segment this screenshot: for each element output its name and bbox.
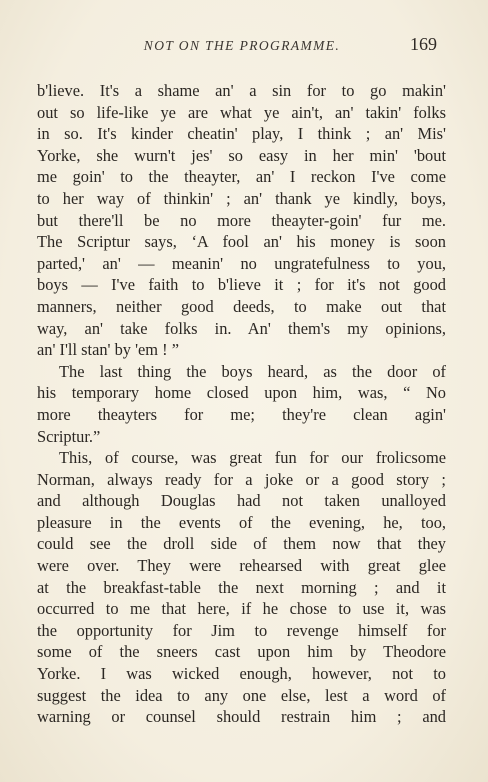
text-line: but there'll be no more theayter-goin' fur me. [37,210,446,230]
page-number: 169 [410,34,437,54]
text-line: out so life-like ye are what ye ain't, an' takin' folks [37,102,446,122]
text-line: were over. They were rehearsed with great glee [37,556,446,576]
text-line: and although Douglas had not taken unalloyed [37,491,446,511]
text-line: Norman, always ready for a joke or a good story ; [37,469,446,489]
page-header [37,34,437,60]
text-line: more theayters for me; they're clean agin' [37,404,446,424]
text-line: This, of course, was great fun for our frolicsome [59,448,446,468]
text-line: Scriptur.” [37,426,101,446]
text-line: at the breakfast-table the next morning ; and it [37,577,446,597]
text-line: warning or counsel should restrain him ; and [37,707,446,727]
text-line: in so. It's kinder cheatin' play, I think ; an' Mis' [37,124,446,144]
text-line: Yorke, she wurn't jes' so easy in her min' 'bout [37,145,446,165]
text-line: to her way of thinkin' ; an' thank ye kindly, boys, [37,188,446,208]
text-line: Yorke. I was wicked enough, however, not to [37,664,446,684]
text-line: an' I'll stan' by 'em ! ” [37,340,179,360]
running-head: NOT ON THE PROGRAMME. [143,38,341,53]
text-line: b'lieve. It's a shame an' a sin for to go makin' [37,81,446,100]
text-line: the opportunity for Jim to revenge himself for [37,620,446,640]
text-line: parted,' an' — meanin' no ungratefulness to you, [37,253,446,273]
text-line: pleasure in the events of the evening, he, too, [37,512,446,532]
text-line: The last thing the boys heard, as the door of [59,361,446,381]
text-line: manners, neither good deeds, to make out that [37,296,446,316]
text-line: boys — I've faith to b'lieve it ; for it's not good [37,275,446,295]
text-line: occurred to me that here, if he chose to use it, was [37,599,446,619]
text-line: suggest the idea to any one else, lest a word of [37,685,446,705]
text-line: some of the sneers cast upon him by Theodore [37,642,446,662]
body-text [37,80,446,728]
text-line: way, an' take folks in. An' them's my opinions, [37,318,446,338]
text-line: could see the droll side of them now that they [37,534,446,554]
text-line: me goin' to the theayter, an' I reckon I've come [37,167,446,187]
text-line: his temporary home closed upon him, was, “ No [37,383,446,403]
text-line: The Scriptur says, ‘A fool an' his money is soon [37,232,446,252]
